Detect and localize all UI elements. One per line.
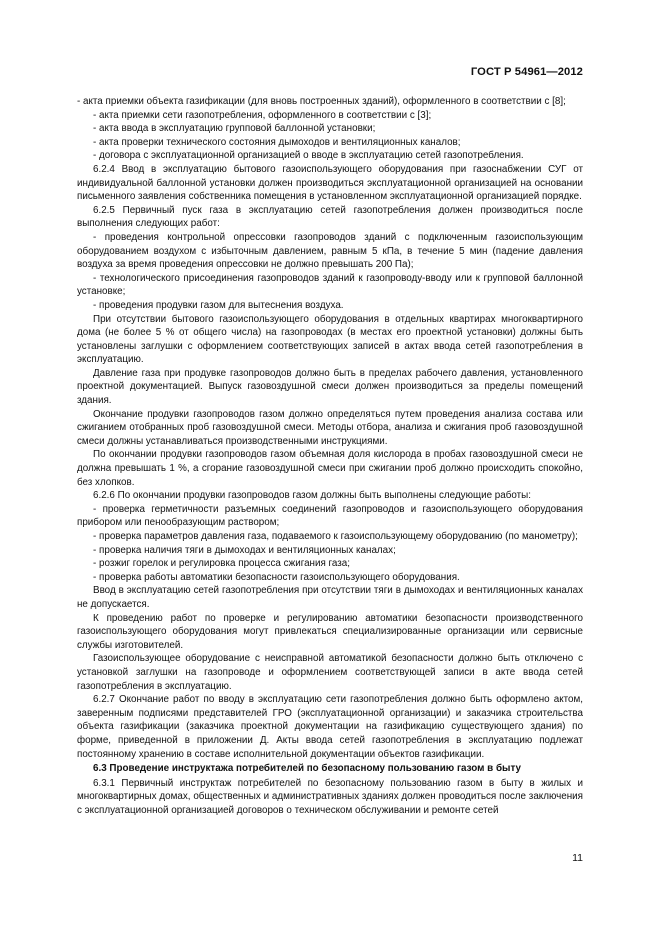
list-item: - акта приемки сети газопотребления, оформленного в соответствии с [3];: [93, 109, 432, 121]
list-item: - акта приемки объекта газификации (для вновь построенных зданий), оформленного в соответствии с [8];: [77, 96, 566, 107]
list-item: - технологического присоединения газопроводов зданий к газопроводу-вводу или к групповой баллонной установке;: [77, 272, 583, 298]
paragraph: Окончание продувки газопроводов газом должно определяться путем проведения анализа состава или сжиганием отобранных проб газовоздушной смеси. Методы отбора, анализа и сжигания проб газовоздушной смеси должны устанавливаться производственными инструкциями.: [77, 408, 583, 447]
document-body: [77, 95, 583, 817]
list-item: - договора с эксплуатационной организацией о вводе в эксплуатацию сетей газопотребления.: [93, 150, 524, 162]
paragraph: 6.2.4 Ввод в эксплуатацию бытового газоиспользующего оборудования при газоснабжении СУГ от индивидуальной баллонной установки должен производиться эксплуатационной организацией на основании письменного заявления собственника помещения в установленном эксплуатационной организацией порядке.: [77, 163, 583, 203]
list-item: - акта ввода в эксплуатацию групповой баллонной установки;: [93, 123, 376, 135]
paragraph: Ввод в эксплуатацию сетей газопотребления при отсутствии тяги в дымоходах и вентиляционных каналах не допускается.: [77, 585, 583, 610]
paragraph: По окончании продувки газопроводов газом объемная доля кислорода в пробах газовоздушной смеси не должна превышать 1 %, а сгорание газовоздушной смеси при сжигании проб должно происходить спокойно, без хлопков.: [77, 449, 583, 488]
paragraph: 6.3.1 Первичный инструктаж потребителей по безопасному пользованию газом в быту в жилых и многоквартирных домах, общественных и административных зданиях должен проводиться после заключения с эксплуатационной организацией договоров о техническом обслуживании и ремонте сетей: [77, 777, 583, 816]
page-number: 11: [572, 852, 583, 864]
list-item: - проверка наличия тяги в дымоходах и вентиляционных каналах;: [93, 544, 396, 556]
paragraph: К проведению работ по проверке и регулированию автоматики безопасности производственного газоиспользующего оборудования могут привлекаться специализированные организации или сервисные службы изготовителей.: [77, 612, 583, 651]
list-item: - проведения продувки газом для вытеснения воздуха.: [93, 299, 344, 311]
paragraph: Газоиспользующее оборудование с неисправной автоматикой безопасности должно быть отключено с установкой заглушки на газопроводе и оформлением соответствующей записи в акте ввода сетей газопотребления в эксплуатацию.: [77, 653, 583, 692]
list-item: - проведения контрольной опрессовки газопроводов зданий с подключенным газоиспользующим оборудованием воздухом с избыточным давлением, равным 5 кПа, в течение 5 мин (падение давления воздуха за время проведения опрессовки не должно превышать 200 Па);: [77, 231, 583, 271]
list-item: - акта проверки технического состояния дымоходов и вентиляционных каналов;: [93, 136, 461, 148]
paragraph: 6.2.6 По окончании продувки газопроводов газом должны быть выполнены следующие работы:: [93, 490, 531, 502]
paragraph: Давление газа при продувке газопроводов должно быть в пределах рабочего давления, установленного проектной документацией. Выпуск газовоздушной смеси должен производиться за пределы помещений здания.: [77, 367, 583, 407]
list-item: - проверка герметичности разъемных соединений газопроводов и газоиспользующего оборудования прибором или пенообразующим раствором;: [77, 503, 583, 529]
document-header: ГОСТ Р 54961—2012: [470, 66, 583, 78]
paragraph: 6.2.7 Окончание работ по вводу в эксплуатацию сети газопотребления должно быть оформлено актом, заверенным подписями представителей ГРО (эксплуатационной организации) и заказчика строительства объекта газификации (заказчика проектной документации на газификацию существующего здания) по форме, приведенной в приложении Д. Акты ввода сетей газопотребления в эксплуатацию подлежат постоянному хранению в составе исполнительной документации объектов газификации.: [77, 694, 583, 760]
list-item: - розжиг горелок и регулировка процесса сжигания газа;: [93, 558, 351, 570]
paragraph: При отсутствии бытового газоиспользующего оборудования в отдельных квартирах многоквартирного дома (не более 5 % от общего числа) на газопроводах (в местах его проектной установки) должны быть установлены заглушки с оформлением соответствующих записей в актах ввода сетей газопотребления в эксплуатацию.: [77, 313, 583, 366]
paragraph: 6.2.5 Первичный пуск газа в эксплуатацию сетей газопотребления должен производиться после выполнения следующих работ:: [77, 204, 583, 230]
list-item: - проверка работы автоматики безопасности газоиспользующего оборудования.: [93, 571, 460, 583]
list-item: - проверка параметров давления газа, подаваемого к газоиспользующему оборудованию (по манометру);: [93, 531, 578, 542]
section-heading: 6.3 Проведение инструктажа потребителей по безопасному пользованию газом в быту: [93, 763, 521, 775]
